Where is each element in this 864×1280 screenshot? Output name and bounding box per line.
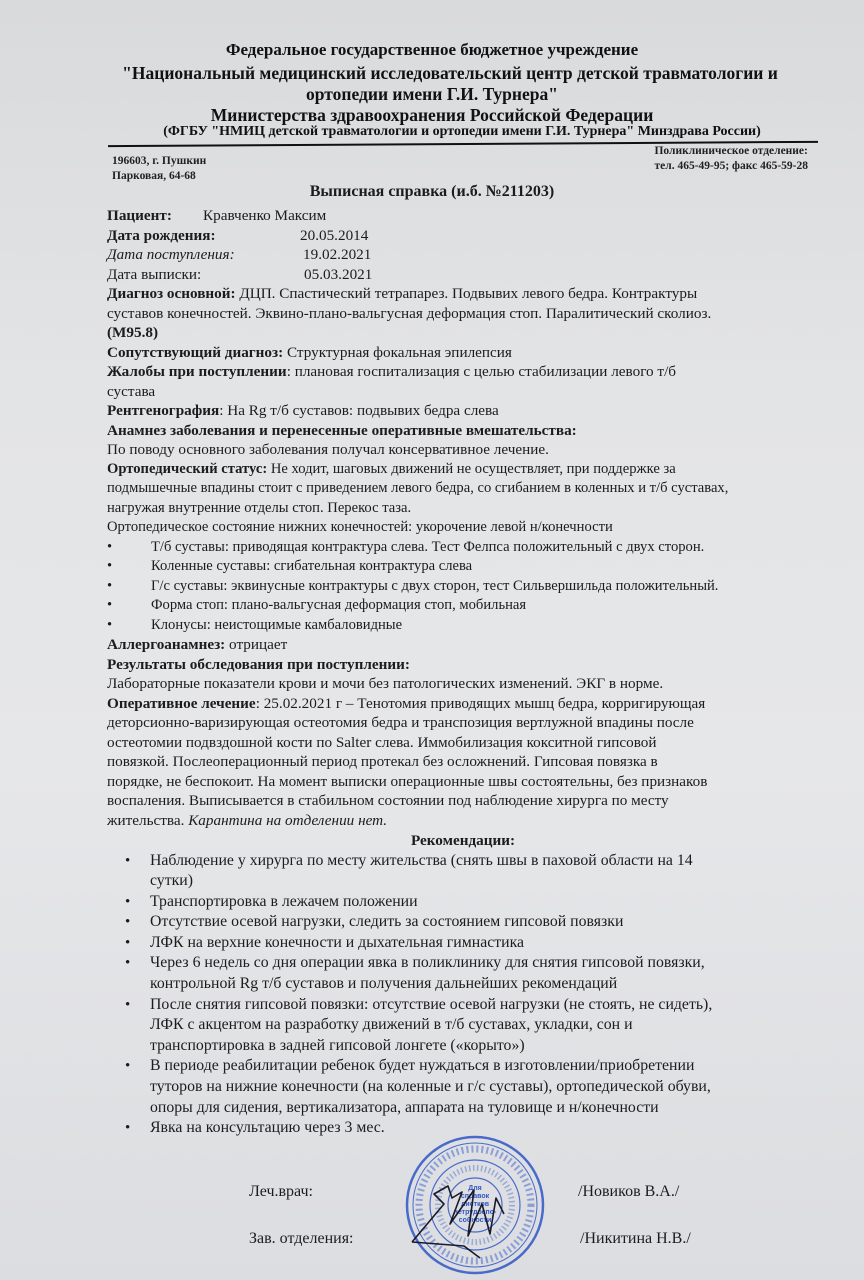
allergy-label: Аллергоанамнез: bbox=[107, 636, 226, 653]
ortho-status-line-3: нагружая внутренние отделы стоп. Перекос таза. bbox=[107, 499, 412, 516]
recommendation-line: ЛФК на верхние конечности и дыхательная гимнастика bbox=[150, 933, 525, 951]
document-body bbox=[107, 206, 819, 1139]
xray-text: : На Rg т/б суставов: подвывих бедра слева bbox=[219, 402, 499, 419]
bullet-icon: • bbox=[125, 955, 131, 972]
discharge-label: Дата выписки: bbox=[107, 265, 202, 283]
discharge-date: 05.03.2021 bbox=[304, 265, 373, 283]
recommendation-line: Наблюдение у хирурга по месту жительства (снять швы в паховой области на 14 bbox=[150, 851, 693, 869]
complaints bbox=[107, 362, 819, 382]
main-diagnosis-label: Диагноз основной: bbox=[107, 285, 236, 302]
anamnesis-label: Анамнез заболевания и перенесенные оперативные вмешательства: bbox=[107, 421, 577, 439]
clinic-label: Поликлиническое отделение: bbox=[654, 145, 808, 157]
surgery-line-7 bbox=[107, 811, 819, 831]
recommendation-item bbox=[107, 851, 819, 892]
bullet-icon: • bbox=[125, 1058, 131, 1075]
recommendation-line: Через 6 недель со дня операции явка в поликлинику для снятия гипсовой повязки, bbox=[150, 954, 705, 972]
recommendation-line: контрольной Rg т/б суставов и получения дальнейших рекомендаций bbox=[150, 975, 618, 993]
xray-label: Рентгенография bbox=[107, 402, 220, 419]
ortho-status-item bbox=[107, 596, 819, 616]
stamp-text-line: собности bbox=[458, 1217, 492, 1224]
recommendation-item bbox=[107, 953, 819, 994]
recommendation-line: туторов на нижние конечности (на коленные и г/с суставы), ортопедической обуви, bbox=[150, 1078, 711, 1096]
surgery-line-3: остеотомии подвздошной кости по Salter слева. Иммобилизация кокситной гипсовой bbox=[107, 733, 657, 751]
surgery-line-6: воспаления. Выписывается в стабильном состоянии под наблюдение хирурга по месту bbox=[107, 792, 669, 809]
doctor-name: /Новиков В.А./ bbox=[578, 1183, 680, 1200]
recommendation-item bbox=[107, 892, 819, 913]
patient-name: Кравченко Максим bbox=[203, 207, 327, 224]
recommendation-item bbox=[107, 1056, 819, 1118]
bullet-icon: • bbox=[125, 934, 131, 951]
surgery-line-4: повязкой. Послеоперационный период протекал без осложнений. Гипсовая повязка в bbox=[107, 753, 658, 770]
stamp-text-line: Для bbox=[468, 1185, 482, 1192]
recommendation-item bbox=[107, 933, 819, 954]
ortho-status-item bbox=[107, 538, 819, 558]
clinic-phones: тел. 465-49-95; факс 465-59-28 bbox=[654, 160, 808, 172]
recommendation-line: Отсутствие осевой нагрузки, следить за состоянием гипсовой повязки bbox=[150, 913, 624, 931]
address-block bbox=[112, 154, 206, 184]
ortho-status-item bbox=[107, 577, 819, 597]
allergy-value: отрицает bbox=[225, 636, 288, 653]
bullet-icon: • bbox=[125, 996, 131, 1013]
recommendation-line: ЛФК с акцентом на разработку движений в т/б суставах, укладки, сон и bbox=[150, 1016, 633, 1034]
main-diagnosis bbox=[107, 284, 819, 304]
recommendation-line: После снятия гипсовой повязки: отсутствие осевой нагрузки (не стоять, не сидеть), bbox=[150, 995, 713, 1013]
official-stamp bbox=[404, 1134, 546, 1276]
main-diagnosis-line-2: суставов конечностей. Эквино-плано-вальгусная деформация стоп. Паралитический сколиоз. bbox=[107, 304, 712, 322]
surgery bbox=[107, 694, 819, 714]
admission-date: 19.02.2021 bbox=[303, 246, 372, 263]
discharge-row bbox=[107, 265, 819, 285]
allergy bbox=[107, 635, 819, 655]
recommendation-line: Транспортировка в лежачем положении bbox=[150, 892, 418, 910]
birth-date: 20.05.2014 bbox=[300, 226, 369, 244]
admission-label: Дата поступления: bbox=[107, 246, 235, 263]
bullet-icon: • bbox=[125, 852, 131, 869]
bullet-icon: • bbox=[125, 914, 131, 931]
lower-limbs-status: Ортопедическое состояние нижних конечностей: укорочение левой н/конечности bbox=[107, 519, 613, 535]
surgery-line-7-text: жительства. bbox=[107, 811, 189, 829]
ortho-status-item-text: Г/с суставы: эквинусные контрактуры с двух сторон, тест Сильвершильда положительный. bbox=[151, 577, 719, 594]
head-name: /Никитина Н.В./ bbox=[580, 1230, 691, 1247]
header-line-2: "Национальный медицинский исследовательский центр детской травматологии и bbox=[122, 63, 778, 83]
ortho-status-label: Ортопедический статус: bbox=[107, 460, 268, 477]
ortho-status-item-text: Форма стоп: плано-вальгусная деформация стоп, мобильная bbox=[151, 597, 527, 613]
patient-label: Пациент: bbox=[107, 207, 172, 224]
header-line-3: ортопедии имени Г.И. Турнера" bbox=[306, 84, 558, 104]
birth-label: Дата рождения: bbox=[107, 226, 216, 244]
diagnosis-code: (М95.8) bbox=[107, 324, 159, 341]
exam-text: Лабораторные показатели крови и мочи без патологических изменений. ЭКГ в норме. bbox=[107, 675, 664, 692]
doctor-label: Леч.врач: bbox=[249, 1183, 313, 1200]
concomitant-label: Сопутствующий диагноз: bbox=[107, 343, 284, 361]
header-line-1: Федеральное государственное бюджетное учреждение bbox=[225, 40, 639, 59]
patient-row bbox=[107, 206, 819, 226]
recommendation-item bbox=[107, 995, 819, 1057]
recommendation-line: В периоде реабилитации ребенок будет нуждаться в изготовлении/приобретении bbox=[150, 1057, 695, 1075]
header-line-4: Министерства здравоохранения Российской Федерации bbox=[210, 105, 654, 125]
admission-row bbox=[107, 245, 819, 265]
bullet-icon: • bbox=[125, 893, 131, 910]
xray bbox=[107, 401, 819, 421]
ortho-status-item bbox=[107, 616, 819, 636]
recommendation-line: Явка на консультацию через 3 мес. bbox=[150, 1119, 385, 1137]
surgery-line-5: порядке, не беспокоит. На момент выписки операционные швы состоятельны, без признаков bbox=[107, 772, 708, 790]
exam-label: Результаты обследования при поступлении: bbox=[107, 655, 410, 673]
recommendation-line: сутки) bbox=[150, 872, 193, 890]
birth-row bbox=[107, 226, 819, 246]
recommendations-title: Рекомендации: bbox=[410, 832, 516, 849]
ortho-status-line-2: подмышечные впадины стоит с приведением левого бедра, со сгибанием в коленных и т/б суставах, bbox=[107, 480, 729, 496]
main-diagnosis-text: ДЦП. Спастический тетрапарез. Подвывих левого бедра. Контрактуры bbox=[235, 285, 698, 302]
ortho-status-item-text: Коленные суставы: сгибательная контрактура слева bbox=[151, 558, 473, 574]
anamnesis-text: По поводу основного заболевания получал консервативное лечение. bbox=[107, 441, 549, 458]
bullet-icon: • bbox=[107, 597, 113, 613]
quarantine-note: Карантина на отделении нет. bbox=[188, 811, 388, 829]
document-title: Выписная справка (и.б. №211203) bbox=[309, 183, 555, 200]
concomitant-text: Структурная фокальная эпилепсия bbox=[283, 343, 512, 361]
surgery-line-2: деторсионно-варизирующая остеотомия бедра и транспозиция вертлужной впадины после bbox=[107, 714, 694, 731]
stamp-text-line: листков bbox=[460, 1201, 490, 1208]
head-label: Зав. отделения: bbox=[249, 1230, 354, 1247]
bullet-icon: • bbox=[125, 1120, 131, 1137]
address-line-2: Парковая, 64-68 bbox=[112, 170, 196, 182]
ortho-status-item-text: Клонусы: неистощимые камбаловидные bbox=[151, 616, 403, 633]
ortho-status-list bbox=[107, 538, 819, 636]
ortho-status-text: Не ходит, шаговых движений не осуществляет, при поддержке за bbox=[267, 460, 676, 477]
complaints-line-2: сустава bbox=[107, 382, 156, 400]
clinic-contacts bbox=[654, 144, 808, 174]
bullet-icon: • bbox=[107, 616, 113, 633]
bullet-icon: • bbox=[107, 558, 113, 574]
bullet-icon: • bbox=[107, 538, 113, 555]
concomitant-diagnosis bbox=[107, 343, 819, 363]
bullet-icon: • bbox=[107, 577, 113, 594]
surgery-text: : 25.02.2021 г – Тенотомия приводящих мышц бедра, корригирующая bbox=[255, 694, 706, 712]
stamp-text-line: нетрудоспо- bbox=[453, 1209, 497, 1216]
ortho-status bbox=[107, 460, 819, 480]
recommendation-item bbox=[107, 912, 819, 933]
recommendation-line: транспортировка в задней гипсовой лонгете («корыто») bbox=[150, 1036, 525, 1054]
surgery-label: Оперативное лечение bbox=[107, 694, 256, 712]
ortho-status-item-text: Т/б суставы: приводящая контрактура слева. Тест Фелпса положительный с двух сторон. bbox=[151, 538, 705, 555]
header-line-5: (ФГБУ "НМИЦ детской травматологии и ортопедии имени Г.И. Турнера" Минздрава России) bbox=[163, 124, 761, 139]
ortho-status-item bbox=[107, 557, 819, 577]
address-line-1: 196603, г. Пушкин bbox=[112, 155, 207, 167]
complaints-text: : плановая госпитализация с целью стабилизации левого т/б bbox=[286, 363, 677, 380]
stamp-text-line: справок bbox=[460, 1193, 490, 1200]
recommendation-line: опоры для сидения, вертикализатора, аппарата на туловище и н/конечности bbox=[150, 1098, 659, 1116]
complaints-label: Жалобы при поступлении bbox=[107, 363, 287, 380]
recommendations-list bbox=[107, 851, 819, 1139]
